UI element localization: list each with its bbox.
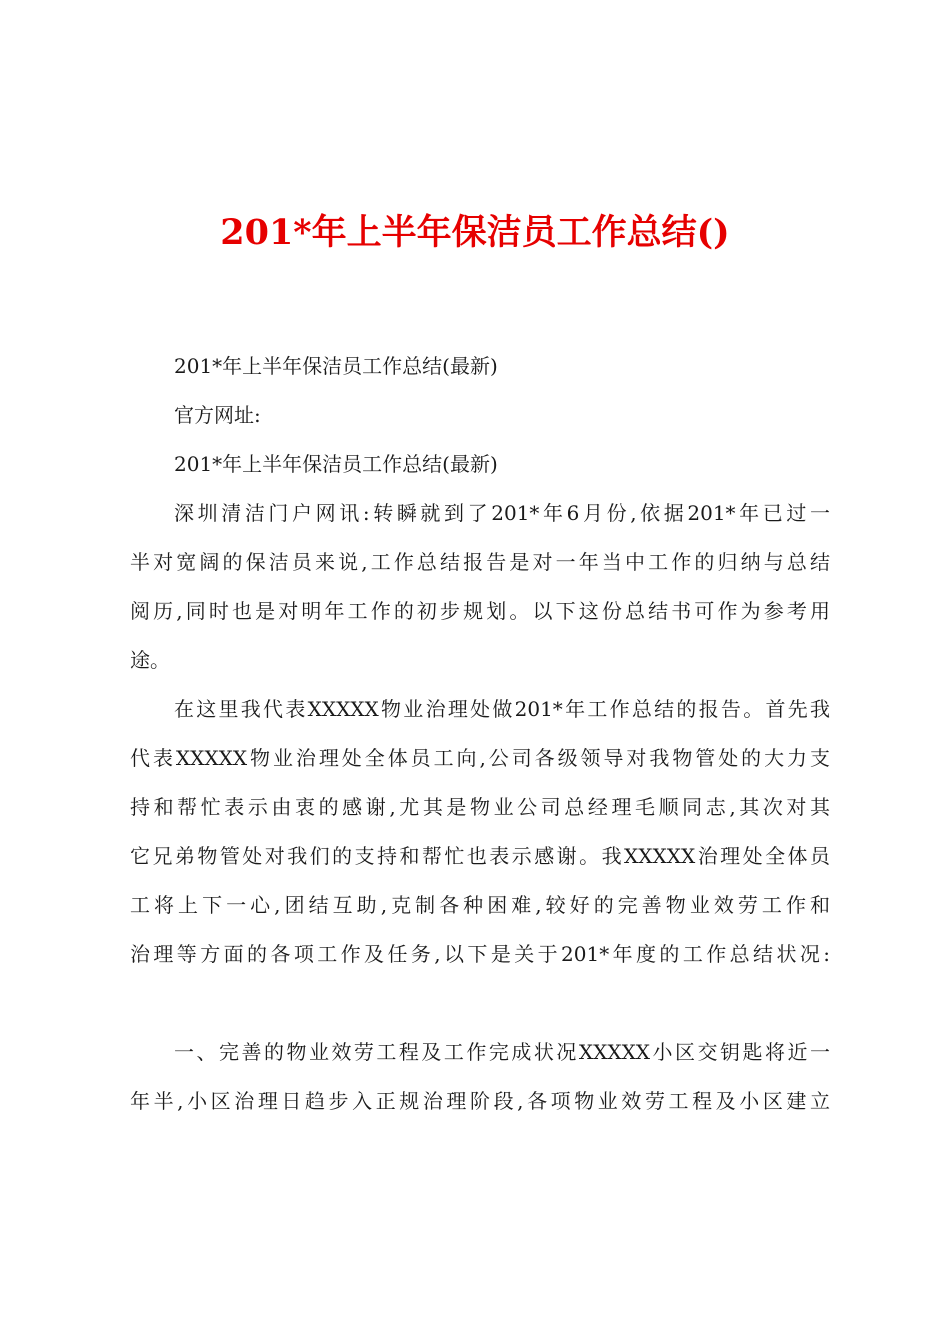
paragraph-section-one bbox=[130, 1028, 830, 1126]
paragraph-line: 半对宽阔的保洁员来说,工作总结报告是对一年当中工作的归纳与总结 bbox=[130, 550, 830, 574]
paragraph-line: 在这里我代表XXXXX物业治理处做201*年工作总结的报告。首先我 bbox=[174, 697, 830, 721]
paragraph-line: 一、完善的物业效劳工程及工作完成状况XXXXX小区交钥匙将近一 bbox=[174, 1040, 830, 1064]
paragraph-spacer bbox=[130, 979, 830, 1028]
document-body bbox=[130, 342, 830, 1126]
subtitle-repeat-line: 201*年上半年保洁员工作总结(最新) bbox=[174, 452, 498, 476]
paragraph-line: 代表XXXXX物业治理处全体员工向,公司各级领导对我物管处的大力支 bbox=[130, 746, 830, 770]
paragraph-report bbox=[130, 685, 830, 979]
paragraph-intro bbox=[130, 489, 830, 685]
paragraph-line: 它兄弟物管处对我们的支持和帮忙也表示感谢。我XXXXX治理处全体员 bbox=[130, 844, 830, 868]
paragraph-line: 工将上下一心,团结互助,克制各种困难,较好的完善物业效劳工作和 bbox=[130, 893, 830, 917]
paragraph-line: 深圳清洁门户网讯:转瞬就到了201*年6月份,依据201*年已过一 bbox=[174, 501, 830, 525]
paragraph-line: 阅历,同时也是对明年工作的初步规划。以下这份总结书可作为参考用 bbox=[130, 599, 830, 623]
subtitle-line: 201*年上半年保洁员工作总结(最新) bbox=[174, 354, 498, 378]
paragraph-line: 途。 bbox=[130, 648, 170, 672]
official-site-line: 官方网址: bbox=[174, 403, 261, 427]
paragraph-line: 持和帮忙表示由衷的感谢,尤其是物业公司总经理毛顺同志,其次对其 bbox=[130, 795, 830, 819]
paragraph-line: 年半,小区治理日趋步入正规治理阶段,各项物业效劳工程及小区建立 bbox=[130, 1089, 830, 1113]
paragraph-line: 治理等方面的各项工作及任务,以下是关于201*年度的工作总结状况: bbox=[130, 942, 830, 966]
document-title: 201*年上半年保洁员工作总结() bbox=[220, 212, 730, 253]
